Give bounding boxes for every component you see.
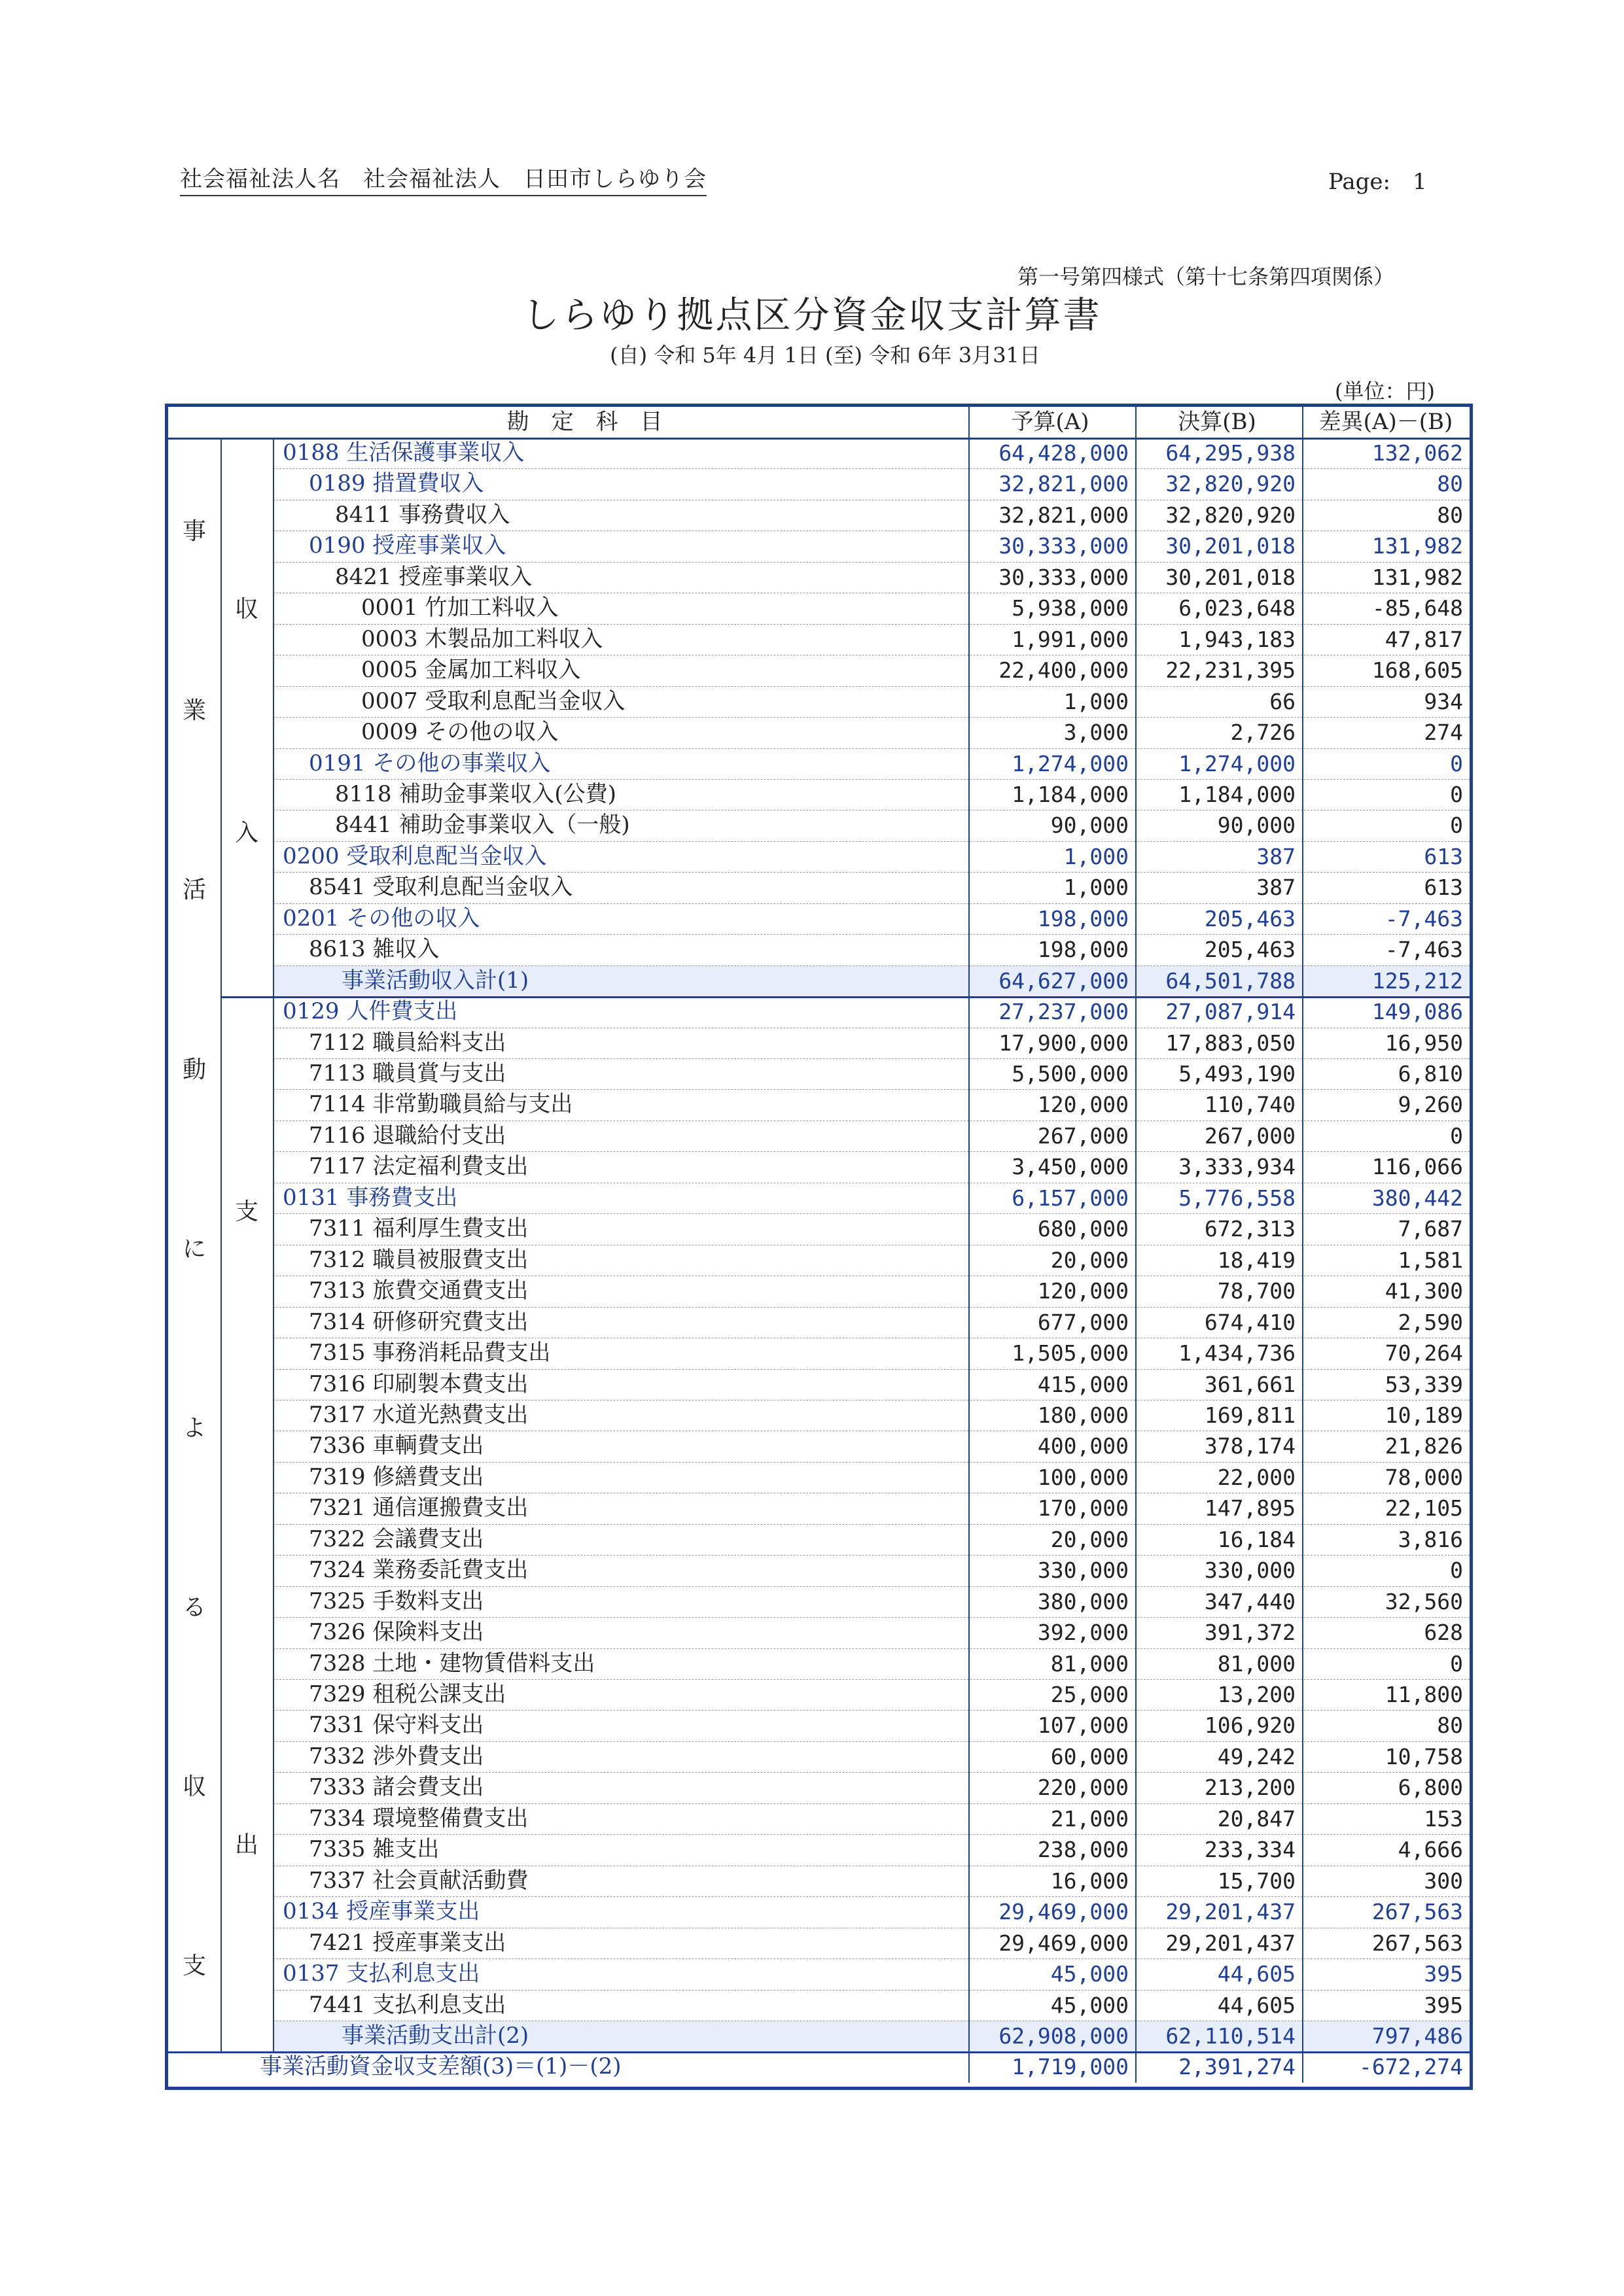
table-row	[168, 1183, 1470, 1213]
actual-value: 30,201,018	[1165, 533, 1296, 559]
table-row	[168, 438, 1470, 468]
account-name: 0003 木製品加工料収入	[361, 625, 603, 652]
budget-value: 680,000	[1037, 1216, 1129, 1242]
difference-value: -672,274	[1359, 2054, 1463, 2080]
difference-value: 9,260	[1398, 1092, 1463, 1118]
difference-value: 47,817	[1385, 626, 1463, 652]
actual-value: 22,000	[1217, 1464, 1296, 1490]
table-row	[168, 1679, 1470, 1710]
actual-value: 3,333,934	[1178, 1154, 1296, 1180]
table-row	[168, 1213, 1470, 1244]
account-name: 7325 手数料支出	[309, 1588, 484, 1614]
account-name: 0137 支払利息支出	[283, 1960, 480, 1987]
account-name: 7329 租税公課支出	[309, 1681, 506, 1707]
account-name: 7421 授産事業支出	[309, 1929, 506, 1956]
table-row	[168, 717, 1470, 748]
actual-value: 18,419	[1217, 1247, 1296, 1273]
difference-value: 613	[1424, 843, 1463, 869]
table-row	[168, 1803, 1470, 1834]
difference-value: 0	[1450, 812, 1463, 839]
account-name: 7117 法定福利費支出	[309, 1153, 529, 1180]
budget-value: 677,000	[1037, 1309, 1129, 1335]
account-name: 0201 その他の収入	[283, 905, 480, 931]
actual-value: 672,313	[1204, 1216, 1296, 1242]
side-label-business-activity: よ	[182, 1414, 206, 1442]
actual-value: 20,847	[1217, 1805, 1296, 1832]
budget-value: 64,428,000	[998, 440, 1129, 466]
budget-value: 3,450,000	[1012, 1154, 1129, 1180]
difference-value: 0	[1450, 781, 1463, 807]
budget-value: 3,000	[1063, 720, 1129, 746]
difference-value: 3,816	[1398, 1526, 1463, 1552]
account-name: 7337 社会貢献活動費	[309, 1867, 529, 1894]
difference-value: 80	[1437, 471, 1463, 497]
budget-value: 60,000	[1050, 1743, 1129, 1769]
actual-value: 205,463	[1204, 937, 1296, 963]
account-name: 8118 補助金事業収入(公費)	[335, 780, 616, 807]
actual-value: 1,943,183	[1178, 626, 1296, 652]
account-name: 7336 車輌費支出	[309, 1433, 484, 1459]
account-name: 0134 授産事業支出	[283, 1898, 480, 1925]
table-row	[168, 1772, 1470, 1803]
side-label-business-activity: 事	[182, 518, 206, 546]
actual-value: 2,726	[1230, 720, 1296, 746]
budget-value: 380,000	[1037, 1588, 1129, 1614]
account-name: 7334 環境整備費支出	[309, 1805, 529, 1832]
difference-value: 0	[1450, 1557, 1463, 1584]
budget-value: 180,000	[1037, 1402, 1129, 1428]
actual-value: 169,811	[1204, 1402, 1296, 1428]
account-name: 0191 その他の事業収入	[309, 750, 551, 776]
actual-value: 15,700	[1217, 1868, 1296, 1894]
table-row	[168, 1058, 1470, 1089]
table-row	[168, 531, 1470, 561]
account-name: 7321 通信運搬費支出	[309, 1495, 529, 1522]
column-header-actual: 決算(B)	[1178, 409, 1256, 435]
table-row	[168, 562, 1470, 593]
difference-value: 32,560	[1385, 1588, 1463, 1614]
budget-value: 1,184,000	[1012, 781, 1129, 807]
table-row	[168, 1245, 1470, 1276]
difference-value: 0	[1450, 1122, 1463, 1149]
table-row	[168, 1555, 1470, 1586]
table-row	[168, 934, 1470, 965]
actual-value: 22,231,395	[1165, 657, 1296, 684]
actual-value: 44,605	[1217, 1961, 1296, 1987]
budget-value: 330,000	[1037, 1557, 1129, 1584]
account-name: 0190 授産事業収入	[309, 532, 506, 559]
difference-value: 125,212	[1371, 967, 1463, 994]
difference-value: 267,563	[1371, 1899, 1463, 1925]
difference-value: 41,300	[1385, 1278, 1463, 1304]
budget-value: 32,821,000	[998, 471, 1129, 497]
budget-value: 392,000	[1037, 1620, 1129, 1646]
actual-value: 387	[1256, 843, 1296, 869]
cash-flow-statement-table	[165, 404, 1473, 2090]
account-name: 0188 生活保護事業収入	[283, 440, 525, 466]
table-row	[168, 1121, 1470, 1151]
account-name: 0009 その他の収入	[361, 719, 559, 746]
table-row	[168, 810, 1470, 841]
budget-value: 1,000	[1063, 843, 1129, 869]
budget-value: 45,000	[1050, 1961, 1129, 1987]
difference-value: 4,666	[1398, 1837, 1463, 1863]
table-row	[168, 1648, 1470, 1679]
difference-value: 116,066	[1371, 1154, 1463, 1180]
account-name: 0005 金属加工料収入	[361, 657, 581, 684]
account-name: 8441 補助金事業収入（一般)	[335, 812, 630, 839]
budget-value: 90,000	[1050, 812, 1129, 839]
budget-value: 32,821,000	[998, 502, 1129, 528]
actual-value: 347,440	[1204, 1588, 1296, 1614]
difference-value: 0	[1450, 750, 1463, 776]
difference-value: 80	[1437, 502, 1463, 528]
budget-value: 120,000	[1037, 1092, 1129, 1118]
budget-value: 30,333,000	[998, 564, 1129, 590]
budget-value: 107,000	[1037, 1713, 1129, 1739]
budget-value: 415,000	[1037, 1371, 1129, 1397]
account-name: 7112 職員給料支出	[309, 1029, 506, 1056]
budget-value: 64,627,000	[998, 967, 1129, 994]
budget-value: 1,000	[1063, 688, 1129, 714]
side-label-business-activity: 活	[182, 877, 206, 904]
account-name: 7114 非常勤職員給与支出	[309, 1091, 573, 1118]
budget-value: 1,505,000	[1012, 1340, 1129, 1366]
budget-value: 1,274,000	[1012, 750, 1129, 776]
account-name: 事業活動収入計(1)	[342, 967, 529, 994]
budget-value: 81,000	[1050, 1650, 1129, 1677]
actual-value: 233,334	[1204, 1837, 1296, 1863]
table-row	[168, 593, 1470, 623]
actual-value: 32,820,920	[1165, 471, 1296, 497]
actual-value: 13,200	[1217, 1682, 1296, 1707]
difference-value: 131,982	[1371, 564, 1463, 590]
actual-value: 90,000	[1217, 812, 1296, 839]
table-row	[168, 1928, 1470, 1958]
table-row	[168, 1586, 1470, 1617]
difference-value: 22,105	[1385, 1495, 1463, 1522]
table-row	[168, 686, 1470, 717]
budget-value: 5,500,000	[1012, 1061, 1129, 1087]
organization-name: 社会福祉法人名 社会福祉法人 日田市しらゆり会	[180, 161, 707, 196]
table-row	[168, 748, 1470, 779]
account-name: 7313 旅費交通費支出	[309, 1278, 529, 1304]
actual-value: 49,242	[1217, 1743, 1296, 1769]
account-name: 7113 職員賞与支出	[309, 1060, 506, 1087]
table-row	[168, 500, 1470, 531]
difference-value: -7,463	[1385, 905, 1463, 931]
page-number: Page: 1	[1328, 169, 1427, 195]
actual-value: 330,000	[1204, 1557, 1296, 1584]
difference-value: 149,086	[1371, 999, 1463, 1025]
table-row	[168, 779, 1470, 810]
table-row	[168, 624, 1470, 655]
budget-value: 5,938,000	[1012, 595, 1129, 621]
actual-value: 5,776,558	[1178, 1185, 1296, 1211]
difference-value: 132,062	[1371, 440, 1463, 466]
account-name: 8541 受取利息配当金収入	[309, 874, 573, 901]
account-name: 7441 支払利息支出	[309, 1991, 506, 2018]
budget-value: 25,000	[1050, 1682, 1129, 1707]
table-row	[168, 1151, 1470, 1182]
table-row	[168, 1896, 1470, 1927]
actual-value: 66	[1269, 688, 1296, 714]
budget-value: 267,000	[1037, 1122, 1129, 1149]
budget-value: 16,000	[1050, 1868, 1129, 1894]
actual-value: 62,110,514	[1165, 2023, 1296, 2049]
difference-value: 80	[1437, 1713, 1463, 1739]
difference-value: 10,189	[1385, 1402, 1463, 1428]
actual-value: 78,700	[1217, 1278, 1296, 1304]
difference-value: 267,563	[1371, 1930, 1463, 1956]
difference-value: -85,648	[1371, 595, 1463, 621]
actual-value: 205,463	[1204, 905, 1296, 931]
table-row	[168, 1617, 1470, 1648]
actual-value: 81,000	[1217, 1650, 1296, 1677]
budget-value: 29,469,000	[998, 1930, 1129, 1956]
table-row	[168, 1338, 1470, 1368]
difference-value: 395	[1424, 1961, 1463, 1987]
account-name: 7317 水道光熱費支出	[309, 1401, 529, 1428]
budget-value: 21,000	[1050, 1805, 1129, 1832]
side-label-business-activity: 支	[182, 1953, 206, 1980]
side-label-business-activity: 業	[182, 697, 206, 725]
budget-value: 198,000	[1037, 905, 1129, 931]
account-name: 7316 印刷製本費支出	[309, 1370, 529, 1397]
actual-value: 674,410	[1204, 1309, 1296, 1335]
table-row	[168, 2021, 1470, 2051]
difference-value: -7,463	[1385, 937, 1463, 963]
difference-value: 131,982	[1371, 533, 1463, 559]
account-name: 7116 退職給付支出	[309, 1122, 506, 1149]
side-label-income: 収	[234, 596, 258, 623]
column-header-account: 勘 定 科 目	[506, 409, 663, 435]
account-name: 7311 福利厚生費支出	[309, 1215, 529, 1242]
table-row	[168, 1741, 1470, 1772]
actual-value: 1,184,000	[1178, 781, 1296, 807]
actual-value: 29,201,437	[1165, 1899, 1296, 1925]
difference-value: 1,581	[1398, 1247, 1463, 1273]
budget-value: 120,000	[1037, 1278, 1129, 1304]
table-row	[168, 1028, 1470, 1058]
difference-value: 395	[1424, 1992, 1463, 2018]
table-row	[168, 655, 1470, 686]
table-row	[168, 1958, 1470, 1989]
account-name: 7331 保守料支出	[309, 1712, 484, 1739]
budget-value: 45,000	[1050, 1992, 1129, 2018]
account-name: 0189 措置費収入	[309, 470, 484, 497]
form-reference: 第一号第四様式（第十七条第四項関係）	[1017, 264, 1395, 289]
budget-value: 22,400,000	[998, 657, 1129, 684]
table-row	[168, 965, 1470, 996]
difference-value: 6,800	[1398, 1775, 1463, 1801]
actual-value: 17,883,050	[1165, 1030, 1296, 1056]
column-header-difference: 差異(A)－(B)	[1318, 409, 1453, 435]
side-label-business-activity: る	[182, 1594, 206, 1621]
actual-value: 30,201,018	[1165, 564, 1296, 590]
side-label-expense: 出	[234, 1831, 258, 1858]
table-row	[168, 1834, 1470, 1865]
budget-value: 62,908,000	[998, 2023, 1129, 2049]
table-row	[168, 1710, 1470, 1741]
account-name: 事業活動支出計(2)	[342, 2022, 529, 2049]
table-row	[168, 872, 1470, 903]
difference-value: 21,826	[1385, 1433, 1463, 1459]
account-name: 7324 業務委託費支出	[309, 1557, 529, 1584]
budget-value: 238,000	[1037, 1837, 1129, 1863]
difference-value: 613	[1424, 875, 1463, 901]
actual-value: 267,000	[1204, 1122, 1296, 1149]
difference-value: 934	[1424, 688, 1463, 714]
account-name: 0200 受取利息配当金収入	[283, 843, 547, 869]
actual-value: 147,895	[1204, 1495, 1296, 1522]
account-name: 7315 事務消耗品費支出	[309, 1340, 551, 1366]
budget-value: 1,719,000	[1012, 2054, 1129, 2080]
account-name: 7332 渉外費支出	[309, 1743, 484, 1769]
difference-value: 380,442	[1371, 1185, 1463, 1211]
difference-value: 628	[1424, 1620, 1463, 1646]
budget-value: 20,000	[1050, 1247, 1129, 1273]
table-row	[168, 1369, 1470, 1400]
difference-value: 16,950	[1385, 1030, 1463, 1056]
side-label-business-activity: に	[182, 1235, 206, 1262]
account-name: 7326 保険料支出	[309, 1619, 484, 1646]
actual-value: 27,087,914	[1165, 999, 1296, 1025]
table-row	[168, 1462, 1470, 1493]
difference-value: 274	[1424, 720, 1463, 746]
table-row	[168, 468, 1470, 499]
actual-value: 5,493,190	[1178, 1061, 1296, 1087]
difference-value: 78,000	[1385, 1464, 1463, 1490]
budget-value: 29,469,000	[998, 1899, 1129, 1925]
actual-value: 213,200	[1204, 1775, 1296, 1801]
account-name: 7314 研修研究費支出	[309, 1308, 529, 1335]
difference-value: 153	[1424, 1805, 1463, 1832]
account-name: 0001 竹加工料収入	[361, 595, 559, 621]
table-row	[168, 903, 1470, 934]
difference-value: 10,758	[1385, 1743, 1463, 1769]
difference-value: 70,264	[1385, 1340, 1463, 1366]
actual-value: 6,023,648	[1178, 595, 1296, 621]
side-label-expense: 支	[234, 1198, 258, 1225]
account-name: 8421 授産事業収入	[335, 563, 533, 590]
actual-value: 1,434,736	[1178, 1340, 1296, 1366]
actual-value: 1,274,000	[1178, 750, 1296, 776]
table-row	[168, 1866, 1470, 1896]
actual-value: 378,174	[1204, 1433, 1296, 1459]
actual-value: 106,920	[1204, 1713, 1296, 1739]
document-title: しらゆり拠点区分資金収支計算書	[522, 294, 1102, 337]
currency-unit: (単位：円)	[1335, 379, 1435, 404]
side-label-business-activity: 収	[182, 1773, 206, 1801]
account-name: 8613 雑収入	[309, 936, 440, 963]
actual-value: 391,372	[1204, 1620, 1296, 1646]
actual-value: 361,661	[1204, 1371, 1296, 1397]
account-name: 7333 諸会費支出	[309, 1774, 484, 1801]
budget-value: 20,000	[1050, 1526, 1129, 1552]
actual-value: 2,391,274	[1178, 2054, 1296, 2080]
table-row	[168, 1493, 1470, 1523]
table-row	[168, 1990, 1470, 2021]
budget-value: 400,000	[1037, 1433, 1129, 1459]
budget-value: 27,237,000	[998, 999, 1129, 1025]
difference-value: 2,590	[1398, 1309, 1463, 1335]
budget-value: 220,000	[1037, 1775, 1129, 1801]
budget-value: 100,000	[1037, 1464, 1129, 1490]
actual-value: 16,184	[1217, 1526, 1296, 1552]
table-row	[168, 1400, 1470, 1431]
account-name: 事業活動資金収支差額(3)＝(1)－(2)	[260, 2053, 622, 2080]
table-row	[168, 841, 1470, 872]
actual-value: 44,605	[1217, 1992, 1296, 2018]
account-name: 7335 雑支出	[309, 1836, 440, 1863]
difference-value: 7,687	[1398, 1216, 1463, 1242]
difference-value: 11,800	[1385, 1682, 1463, 1707]
table-row	[168, 1089, 1470, 1120]
difference-value: 6,810	[1398, 1061, 1463, 1087]
budget-value: 1,991,000	[1012, 626, 1129, 652]
table-row	[168, 1307, 1470, 1338]
account-name: 0129 人件費支出	[283, 998, 458, 1025]
side-label-income: 入	[234, 819, 258, 846]
column-header-budget: 予算(A)	[1011, 409, 1089, 435]
table-row	[168, 2051, 1470, 2082]
difference-value: 300	[1424, 1868, 1463, 1894]
account-name: 8411 事務費収入	[335, 501, 510, 528]
difference-value: 0	[1450, 1650, 1463, 1677]
actual-value: 110,740	[1204, 1092, 1296, 1118]
fiscal-period: (自) 令和 5年 4月 1日 (至) 令和 6年 3月31日	[610, 343, 1040, 368]
actual-value: 32,820,920	[1165, 502, 1296, 528]
difference-value: 797,486	[1371, 2023, 1463, 2049]
account-name: 0007 受取利息配当金収入	[361, 687, 626, 714]
budget-value: 170,000	[1037, 1495, 1129, 1522]
budget-value: 30,333,000	[998, 533, 1129, 559]
actual-value: 64,295,938	[1165, 440, 1296, 466]
actual-value: 64,501,788	[1165, 967, 1296, 994]
table-row	[168, 1524, 1470, 1555]
difference-value: 168,605	[1371, 657, 1463, 684]
side-label-business-activity: 動	[182, 1056, 206, 1083]
account-name: 7328 土地・建物賃借料支出	[309, 1650, 595, 1677]
budget-value: 17,900,000	[998, 1030, 1129, 1056]
account-name: 0131 事務費支出	[283, 1184, 458, 1211]
table-row	[168, 1431, 1470, 1461]
table-row	[168, 996, 1470, 1027]
account-name: 7319 修繕費支出	[309, 1463, 484, 1490]
budget-value: 6,157,000	[1012, 1185, 1129, 1211]
actual-value: 387	[1256, 875, 1296, 901]
table-row	[168, 1276, 1470, 1306]
actual-value: 29,201,437	[1165, 1930, 1296, 1956]
difference-value: 53,339	[1385, 1371, 1463, 1397]
budget-value: 1,000	[1063, 875, 1129, 901]
account-name: 7312 職員被服費支出	[309, 1246, 529, 1273]
budget-value: 198,000	[1037, 937, 1129, 963]
account-name: 7322 会議費支出	[309, 1525, 484, 1552]
